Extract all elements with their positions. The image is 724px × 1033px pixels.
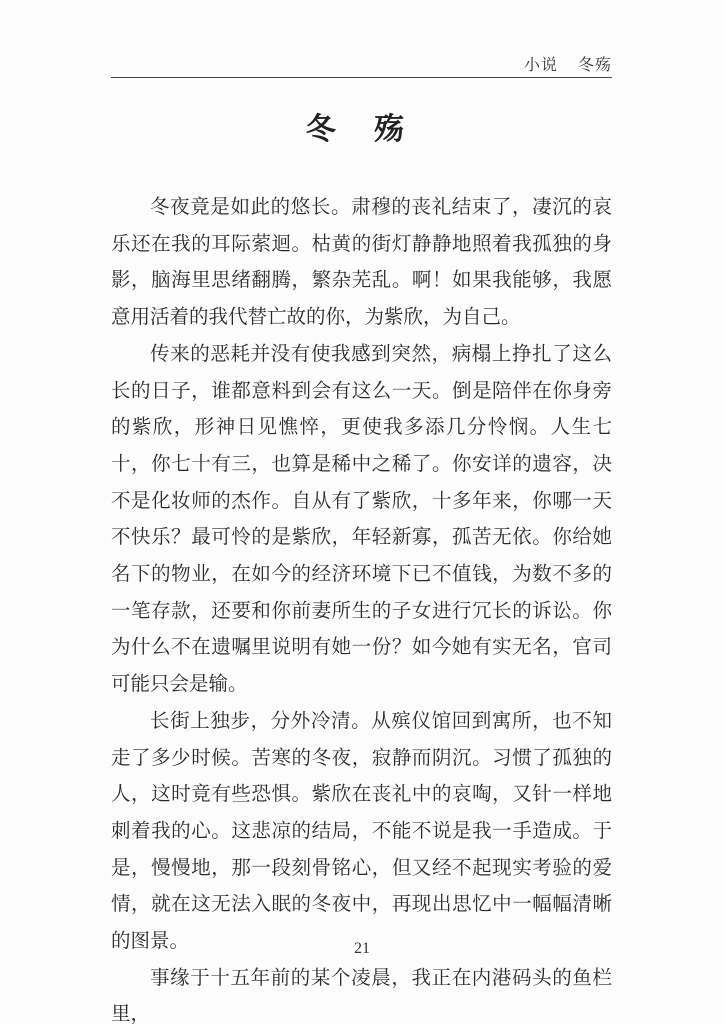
paragraph: 长街上独步，分外冷清。从殡仪馆回到寓所，也不知走了多少时候。苦寒的冬夜，寂静而阴沉。习惯了孤独的人，这时竟有些恐惧。紫欣在丧礼中的哀啕，又针一样地刺着我的心。这悲凉的结局，不能不说是我一手造成。于是，慢慢地，那一段刻骨铭心，但又经不起现实考验的爱情，就在这无法入眠的冬夜中，再现出思忆中一幅幅清晰的图景。 bbox=[111, 708, 612, 953]
story-title: 冬 殇 bbox=[305, 112, 419, 147]
header-rule bbox=[111, 77, 612, 78]
page-number: 21 bbox=[354, 940, 370, 957]
paragraph: 事缘于十五年前的某个凌晨，我正在内港码头的鱼栏里， bbox=[111, 965, 612, 1026]
paragraph: 冬夜竟是如此的悠长。肃穆的丧礼结束了，凄沉的哀乐还在我的耳际萦迴。枯黄的街灯静静地照着我孤独的身影，脑海里思绪翻腾，繁杂芜乱。啊！如果我能够，我愿意用活着的我代替亡故的你，为紫欣，为自己。 bbox=[111, 195, 612, 329]
header-chapter: 冬殇 bbox=[577, 55, 612, 74]
running-header bbox=[111, 52, 612, 74]
paragraph: 传来的恶耗并没有使我感到突然，病榻上挣扎了这么长的日子，谁都意料到会有这么一天。倒是陪伴在你身旁的紫欣，形神日见憔悴，更使我多添几分怜悯。人生七十，你七十有三，也算是稀中之稀了。你安详的遗容，决不是化妆师的杰作。自从有了紫欣，十多年来，你哪一天不快乐？最可怜的是紫欣，年轻新寡，孤苦无依。你给她名下的物业，在如今的经济环境下已不值钱，为数不多的一笔存款，还要和你前妻所生的子女进行冗长的诉讼。你为什么不在遗嘱里说明有她一份？如今她有实无名，官司可能只会是输。 bbox=[111, 341, 612, 696]
story-body bbox=[111, 189, 612, 1033]
header-section: 小说 bbox=[523, 55, 558, 74]
